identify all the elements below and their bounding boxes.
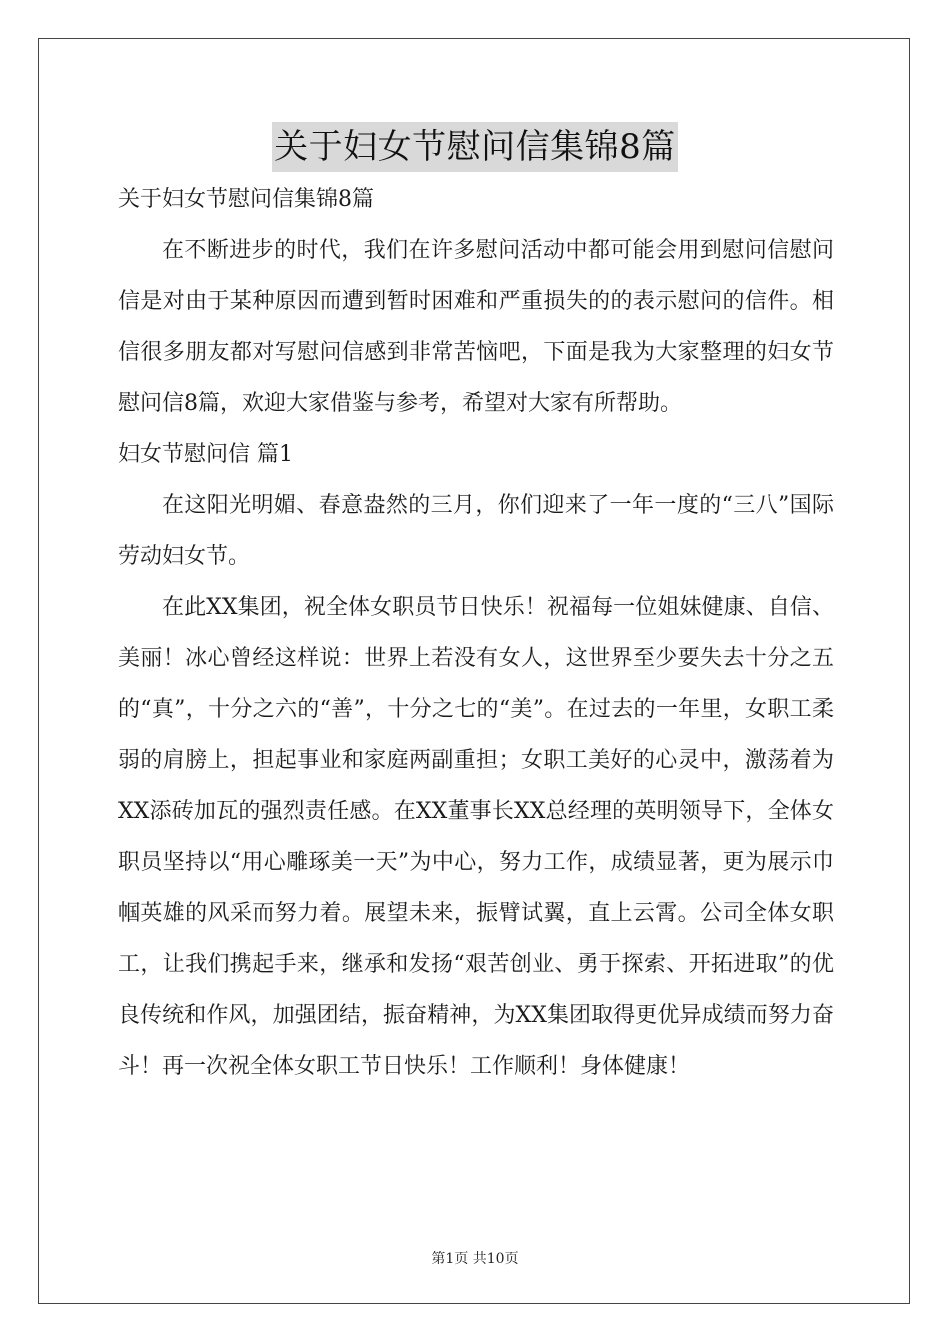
page-footer	[0, 1248, 950, 1268]
title-container	[0, 122, 950, 172]
section-heading: 妇女节慰问信 篇1	[118, 442, 293, 467]
intro-paragraph: 在不断进步的时代，我们在许多慰问活动中都可能会用到慰问信慰问信是对由于某种原因而遭到暂时困难和严重损失的的表示慰问的信件。相信很多朋友都对写慰问信感到非常苦恼吧，下面是我为大家整理的妇女节慰问信8篇，欢迎大家借鉴与参考，希望对大家有所帮助。	[118, 238, 834, 416]
document-title: 关于妇女节慰问信集锦8篇	[272, 122, 678, 172]
body-paragraph: 在这阳光明媚、春意盎然的三月，你们迎来了一年一度的“三八”国际劳动妇女节。	[118, 493, 834, 569]
page-number: 第1页 共10页	[431, 1251, 519, 1267]
subtitle-line: 关于妇女节慰问信集锦8篇	[118, 187, 374, 212]
body-paragraph: 在此XX集团，祝全体女职员节日快乐！祝福每一位姐妹健康、自信、美丽！冰心曾经这样说：世界上若没有女人，这世界至少要失去十分之五的“真”，十分之六的“善”，十分之七的“美”。在过去的一年里，女职工柔弱的肩膀上，担起事业和家庭两副重担；女职工美好的心灵中，激荡着为XX添砖加瓦的强烈责任感。在XX董事长XX总经理的英明领导下，全体女职员坚持以“用心雕琢美一天”为中心，努力工作，成绩显著，更为展示巾帼英雄的风采而努力着。展望未来，振臂试翼，直上云霄。公司全体女职工，让我们携起手来，继承和发扬“艰苦创业、勇于探索、开拓进取”的优良传统和作风，加强团结，振奋精神，为XX集团取得更优异成绩而努力奋斗！再一次祝全体女职工节日快乐！工作顺利！身体健康！	[118, 595, 834, 1079]
document-body	[118, 174, 834, 1092]
